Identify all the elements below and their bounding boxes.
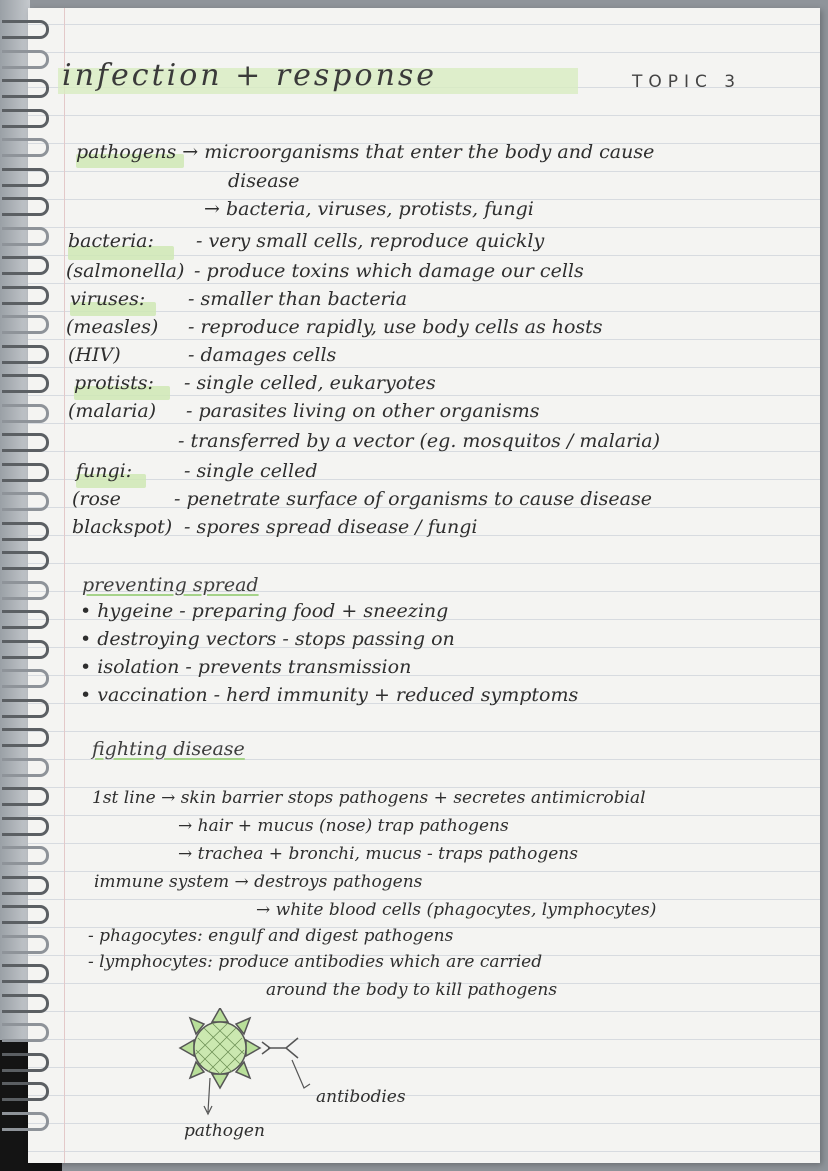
- binding-ring: [2, 50, 49, 69]
- line-phagocytes: - phagocytes: engulf and digest pathogens: [88, 926, 454, 946]
- line-pathogens: pathogens → microorganisms that enter the body and cause: [76, 141, 655, 163]
- binding-ring: [2, 935, 49, 954]
- binding-ring: [2, 640, 49, 659]
- line-hair-mucus: → hair + mucus (nose) trap pathogens: [178, 816, 509, 836]
- label-fungi: fungi:: [76, 460, 133, 482]
- line-lymphocytes: - lymphocytes: produce antibodies which are carried: [88, 952, 543, 972]
- binding-ring: [2, 787, 49, 806]
- line-trachea: → trachea + bronchi, mucus - traps pathogens: [178, 844, 578, 864]
- pathogen-drawing: [180, 1008, 260, 1088]
- binding-ring: [2, 669, 49, 688]
- page-title: infection + response: [62, 58, 438, 93]
- line-viruses-1: - smaller than bacteria: [188, 288, 408, 310]
- binding-ring: [2, 522, 49, 541]
- notebook-page: [28, 8, 820, 1163]
- binding-ring: [2, 699, 49, 718]
- label-pathogen: pathogen: [184, 1121, 265, 1141]
- binding-ring: [2, 138, 49, 157]
- line-immune-system: immune system → destroys pathogens: [94, 872, 423, 892]
- binding-ring: [2, 817, 49, 836]
- binding-ring: [2, 227, 49, 246]
- line-first-line: 1st line → skin barrier stops pathogens + secretes antimicrobial: [92, 788, 646, 808]
- binding-ring: [2, 345, 49, 364]
- label-viruses: viruses:: [70, 288, 146, 310]
- binding-ring: [2, 256, 49, 275]
- line-disease: disease: [228, 170, 300, 192]
- binding-ring: [2, 610, 49, 629]
- binding-ring: [2, 197, 49, 216]
- binding-ring: [2, 581, 49, 600]
- margin-line: [64, 8, 65, 1163]
- binding-ring: [2, 315, 49, 334]
- binding-ring: [2, 286, 49, 305]
- binding-ring: [2, 846, 49, 865]
- label-measles: (measles): [66, 316, 159, 338]
- binding-ring: [2, 728, 49, 747]
- topic-label: TOPIC 3: [632, 72, 742, 92]
- label-antibodies: antibodies: [316, 1087, 406, 1107]
- line-viruses-3: - damages cells: [188, 344, 337, 366]
- antibody-icon: [262, 1038, 298, 1058]
- bullet-isolation: • isolation - prevents transmission: [80, 656, 412, 678]
- line-pathogen-types: → bacteria, viruses, protists, fungi: [204, 198, 534, 220]
- line-fungi-1: - single celled: [184, 460, 318, 482]
- line-protists-1: - single celled, eukaryotes: [184, 372, 436, 394]
- binding-ring: [2, 433, 49, 452]
- binding-ring: [2, 876, 49, 895]
- binding-ring: [2, 758, 49, 777]
- line-bacteria-1: - very small cells, reproduce quickly: [196, 230, 545, 252]
- label-bacteria: bacteria:: [68, 230, 154, 252]
- binding-ring: [2, 404, 49, 423]
- label-rose: (rose: [72, 488, 121, 510]
- heading-preventing-spread: preventing spread: [82, 574, 259, 596]
- label-malaria: (malaria): [68, 400, 157, 422]
- binding-ring: [2, 1112, 49, 1131]
- line-protists-3: - transferred by a vector (eg. mosquitos / malaria): [178, 430, 661, 452]
- heading-fighting-disease: fighting disease: [92, 738, 245, 760]
- binding-ring: [2, 1053, 49, 1072]
- label-hiv: (HIV): [68, 344, 121, 366]
- binding-ring: [2, 374, 49, 393]
- binding-ring: [2, 1082, 49, 1101]
- binding-ring: [2, 463, 49, 482]
- label-salmonella: (salmonella): [66, 260, 185, 282]
- bullet-destroying-vectors: • destroying vectors - stops passing on: [80, 628, 455, 650]
- line-fungi-2: - penetrate surface of organisms to cause disease: [174, 488, 652, 510]
- line-fungi-3: - spores spread disease / fungi: [184, 516, 478, 538]
- line-protists-2: - parasites living on other organisms: [186, 400, 540, 422]
- line-around-body: around the body to kill pathogens: [266, 980, 558, 1000]
- binding-ring: [2, 905, 49, 924]
- line-bacteria-2: - produce toxins which damage our cells: [194, 260, 584, 282]
- binding-ring: [2, 20, 49, 39]
- pathogen-antibody-diagram: [176, 1008, 456, 1158]
- label-blackspot: blackspot): [72, 516, 173, 538]
- line-white-blood-cells: → white blood cells (phagocytes, lymphocytes): [256, 900, 657, 920]
- binding-ring: [2, 109, 49, 128]
- line-viruses-2: - reproduce rapidly, use body cells as hosts: [188, 316, 603, 338]
- binding-ring: [2, 964, 49, 983]
- bullet-hygiene: • hygeine - preparing food + sneezing: [80, 600, 449, 622]
- binding-ring: [2, 79, 49, 98]
- binding-ring: [2, 551, 49, 570]
- label-protists: protists:: [74, 372, 154, 394]
- binding-ring: [2, 168, 49, 187]
- binding-ring: [2, 492, 49, 511]
- binding-ring: [2, 1023, 49, 1042]
- binding-ring: [2, 994, 49, 1013]
- bullet-vaccination: • vaccination - herd immunity + reduced symptoms: [80, 684, 579, 706]
